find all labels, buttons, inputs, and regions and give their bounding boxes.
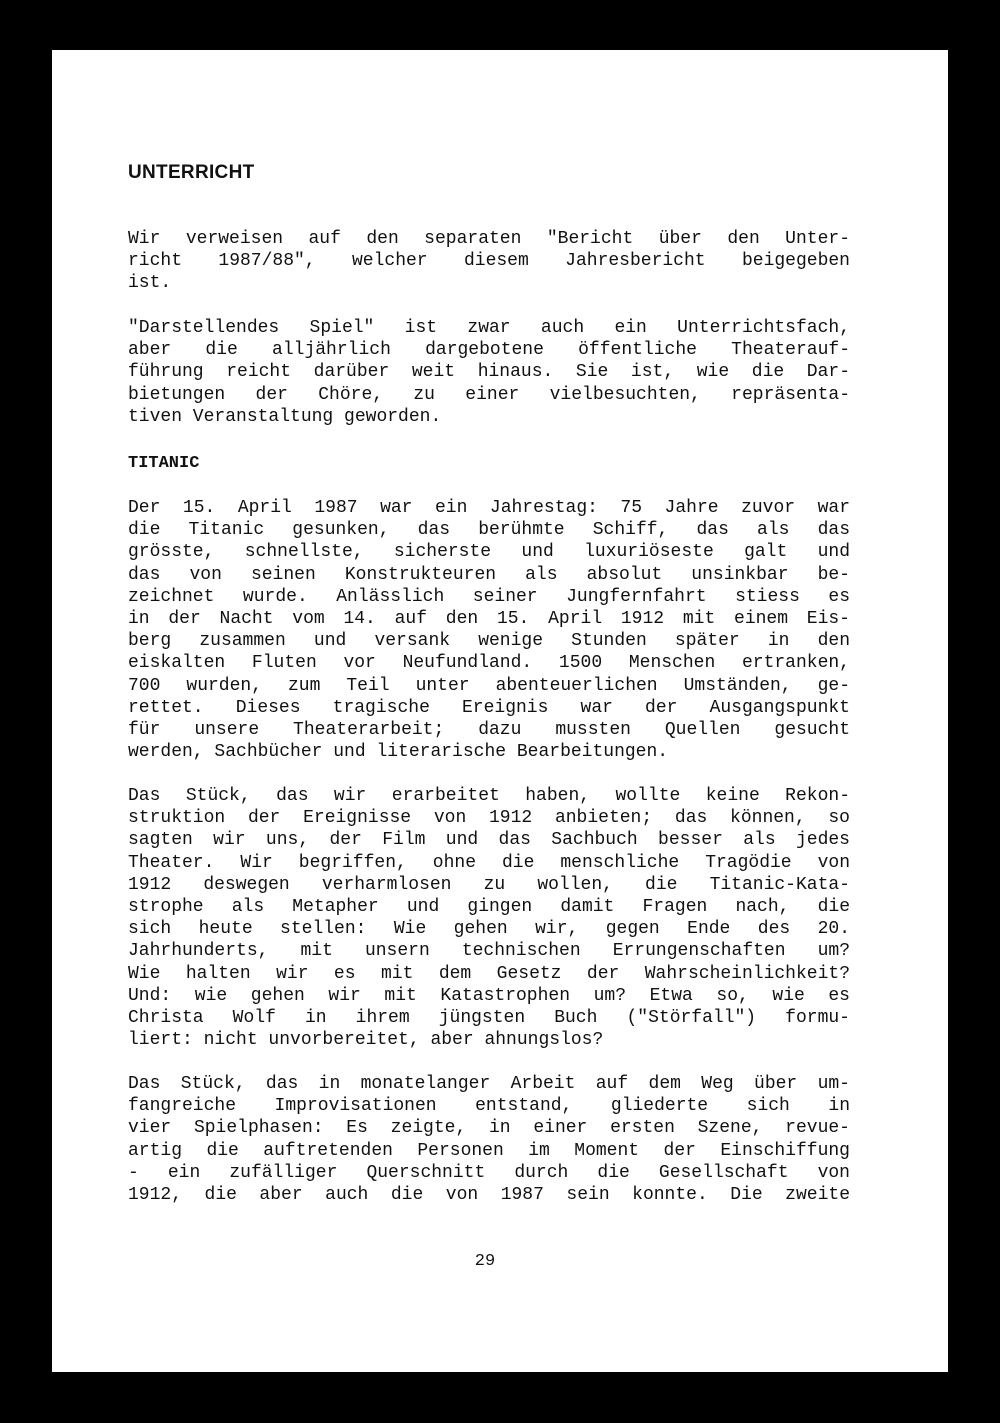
text-line: 700 wurden, zum Teil unter abenteuerlichen Umständen, ge-: [128, 675, 850, 696]
paragraph-3: [128, 497, 850, 763]
text-line: Wir verweisen auf den separaten "Bericht über den Unter-: [128, 229, 850, 249]
text-line: tiven Veranstaltung geworden.: [128, 406, 442, 427]
text-line: rettet. Dieses tragische Ereignis war der Ausgangspunkt: [128, 697, 850, 718]
text-line: die Titanic gesunken, das berühmte Schiff, das als das: [128, 520, 850, 541]
text-line: aber die alljährlich dargebotene öffentliche Theaterauf-: [128, 340, 850, 361]
text-line: führung reicht darüber weit hinaus. Sie ist, wie die Dar-: [128, 362, 850, 383]
text-line: liert: nicht unvorbereitet, aber ahnungslos?: [128, 1030, 604, 1051]
text-line: richt 1987/88", welcher diesem Jahresbericht beigegeben: [128, 251, 850, 272]
text-line: für unsere Theaterarbeit; dazu mussten Quellen gesucht: [128, 719, 850, 740]
text-line: sagten wir uns, der Film und das Sachbuch besser als jedes: [128, 830, 850, 851]
text-line: "Darstellendes Spiel" ist zwar auch ein Unterrichtsfach,: [128, 318, 850, 338]
text-line: Das Stück, das in monatelanger Arbeit auf dem Weg über um-: [128, 1074, 850, 1094]
paragraph-2: [128, 317, 850, 428]
text-line: artig die auftretenden Personen im Moment der Einschiffung: [128, 1140, 850, 1161]
text-line: strophe als Metapher und gingen damit Fragen nach, die: [128, 896, 850, 917]
text-line: fangreiche Improvisationen entstand, gliederte sich in: [128, 1096, 850, 1117]
paragraph-1: [128, 228, 850, 295]
text-line: Christa Wolf in ihrem jüngsten Buch ("Störfall") formu-: [128, 1007, 850, 1028]
paragraph-5: [128, 1073, 850, 1206]
text-line: Und: wie gehen wir mit Katastrophen um? Etwa so, wie es: [128, 985, 850, 1006]
text-line: bietungen der Chöre, zu einer vielbesuchten, repräsenta-: [128, 384, 850, 405]
text-line: struktion der Ereignisse von 1912 anbieten; das können, so: [128, 808, 850, 829]
text-line: grösste, schnellste, sicherste und luxuriöseste galt und: [128, 542, 850, 563]
text-line: Theater. Wir begriffen, ohne die menschliche Tragödie von: [128, 852, 850, 873]
document-page: [52, 50, 948, 1372]
text-line: - ein zufälliger Querschnitt durch die Gesellschaft von: [128, 1162, 850, 1183]
text-line: zeichnet wurde. Anlässlich seiner Jungfernfahrt stiess es: [128, 586, 850, 607]
text-line: vier Spielphasen: Es zeigte, in einer ersten Szene, revue-: [128, 1118, 850, 1139]
text-line: werden, Sachbücher und literarische Bearbeitungen.: [128, 742, 669, 763]
text-line: das von seinen Konstrukteuren als absolut unsinkbar be-: [128, 564, 850, 585]
section-heading: UNTERRICHT: [128, 162, 255, 183]
text-line: 1912 deswegen verharmlosen zu wollen, die Titanic-Kata-: [128, 874, 850, 895]
text-line: 1912, die aber auch die von 1987 sein konnte. Die zweite: [128, 1184, 850, 1205]
text-line: berg zusammen und versank wenige Stunden später in den: [128, 631, 850, 652]
text-line: sich heute stellen: Wie gehen wir, gegen Ende des 20.: [128, 919, 850, 940]
page-number: 29: [474, 1252, 496, 1271]
paragraph-4: [128, 785, 850, 1051]
text-line: Der 15. April 1987 war ein Jahrestag: 75 Jahre zuvor war: [128, 498, 850, 518]
text-line: Das Stück, das wir erarbeitet haben, wollte keine Rekon-: [128, 786, 850, 806]
text-line: in der Nacht vom 14. auf den 15. April 1912 mit einem Eis-: [128, 608, 850, 629]
text-line: Wie halten wir es mit dem Gesetz der Wahrscheinlichkeit?: [128, 963, 850, 984]
subheading: TITANIC: [128, 454, 200, 473]
text-line: Jahrhunderts, mit unsern technischen Errungenschaften um?: [128, 941, 850, 962]
text-line: ist.: [128, 273, 172, 294]
text-line: eiskalten Fluten vor Neufundland. 1500 Menschen ertranken,: [128, 653, 850, 674]
